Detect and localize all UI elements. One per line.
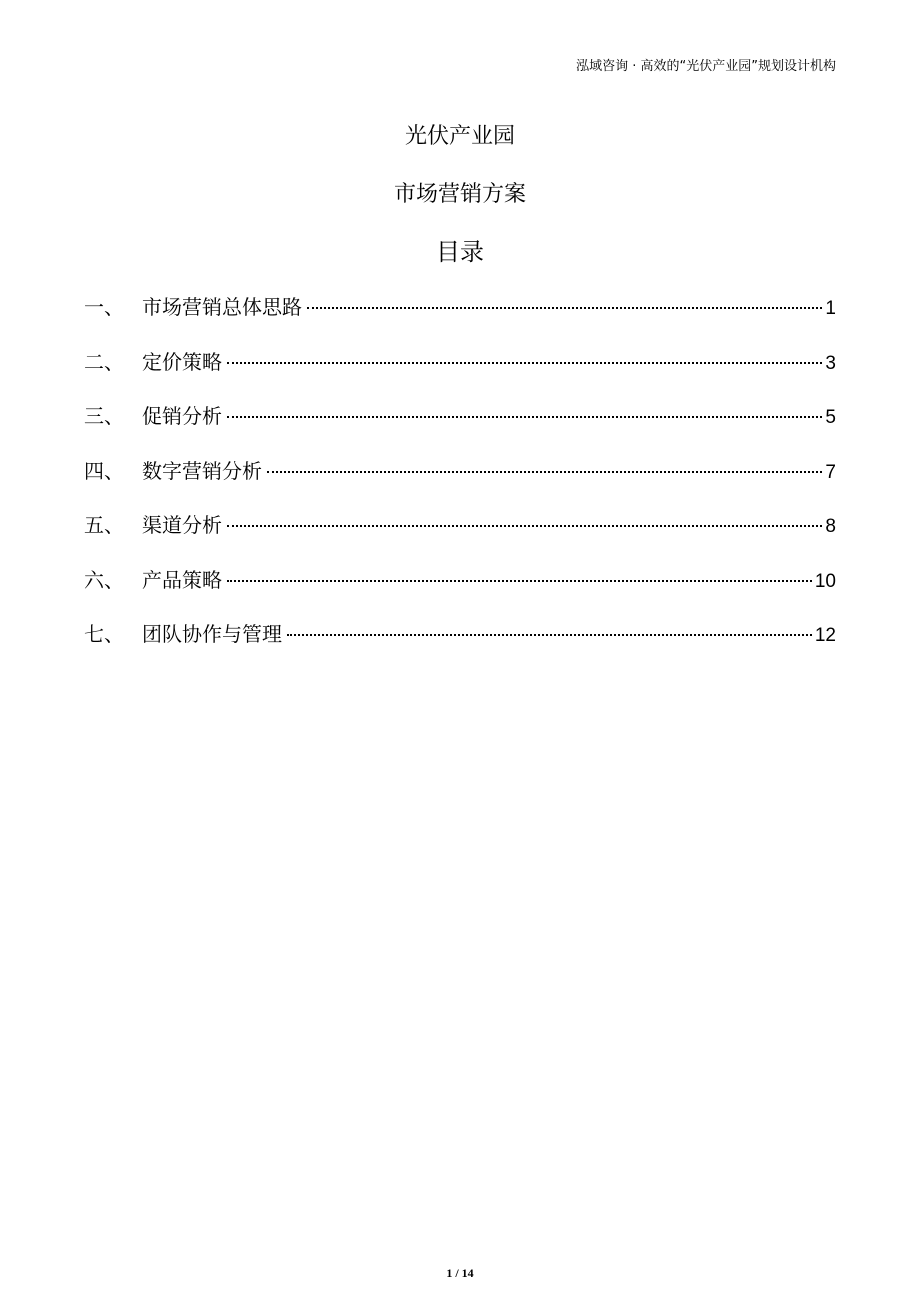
toc-entry[interactable] (84, 510, 836, 565)
toc-entry[interactable] (84, 347, 836, 402)
toc-entry-page: 5 (825, 407, 836, 428)
toc-entry-label: 定价策略 (142, 349, 222, 374)
toc-dot-leader (227, 362, 822, 364)
toc-entry-label: 团队协作与管理 (142, 622, 282, 646)
toc-dot-leader (267, 471, 822, 473)
toc-entry-label: 渠道分析 (142, 513, 222, 537)
toc-dot-leader (227, 580, 812, 582)
table-of-contents (84, 292, 836, 674)
toc-entry-number: 五、 (84, 513, 124, 537)
toc-entry-page: 7 (825, 461, 836, 483)
document-title: 光伏产业园 (404, 124, 515, 149)
toc-entry-page: 3 (825, 352, 836, 374)
running-header: 泓域咨询 · 高效的“光伏产业园”规划设计机构 (576, 59, 836, 74)
document-subtitle: 市场营销方案 (393, 182, 526, 207)
toc-entry-page: 12 (814, 625, 836, 646)
toc-entry-label: 数字营销分析 (142, 458, 262, 483)
toc-entry-label: 促销分析 (142, 404, 222, 428)
toc-dot-leader (287, 634, 812, 636)
toc-entry-number: 七、 (84, 622, 124, 646)
toc-dot-leader (307, 307, 822, 309)
toc-entry-number: 四、 (84, 458, 124, 483)
toc-entry-number: 三、 (84, 404, 124, 428)
page-number: 1 / 14 (446, 1266, 474, 1280)
toc-entry[interactable] (84, 456, 836, 511)
toc-entry-number: 六、 (84, 567, 124, 592)
toc-entry[interactable] (84, 565, 836, 620)
toc-dot-leader (227, 416, 822, 418)
header-rule (84, 84, 836, 85)
toc-entry-page: 8 (825, 516, 836, 537)
toc-heading: 目录 (436, 238, 484, 266)
toc-entry[interactable] (84, 292, 836, 347)
toc-entry[interactable] (84, 619, 836, 674)
toc-entry-number: 一、 (84, 295, 124, 319)
toc-entry-label: 市场营销总体思路 (142, 295, 302, 319)
toc-entry-number: 二、 (84, 349, 124, 374)
toc-entry-label: 产品策略 (142, 567, 222, 592)
toc-entry-page: 10 (814, 570, 836, 592)
toc-entry-page: 1 (825, 298, 836, 319)
toc-dot-leader (227, 525, 822, 527)
toc-entry[interactable] (84, 401, 836, 456)
